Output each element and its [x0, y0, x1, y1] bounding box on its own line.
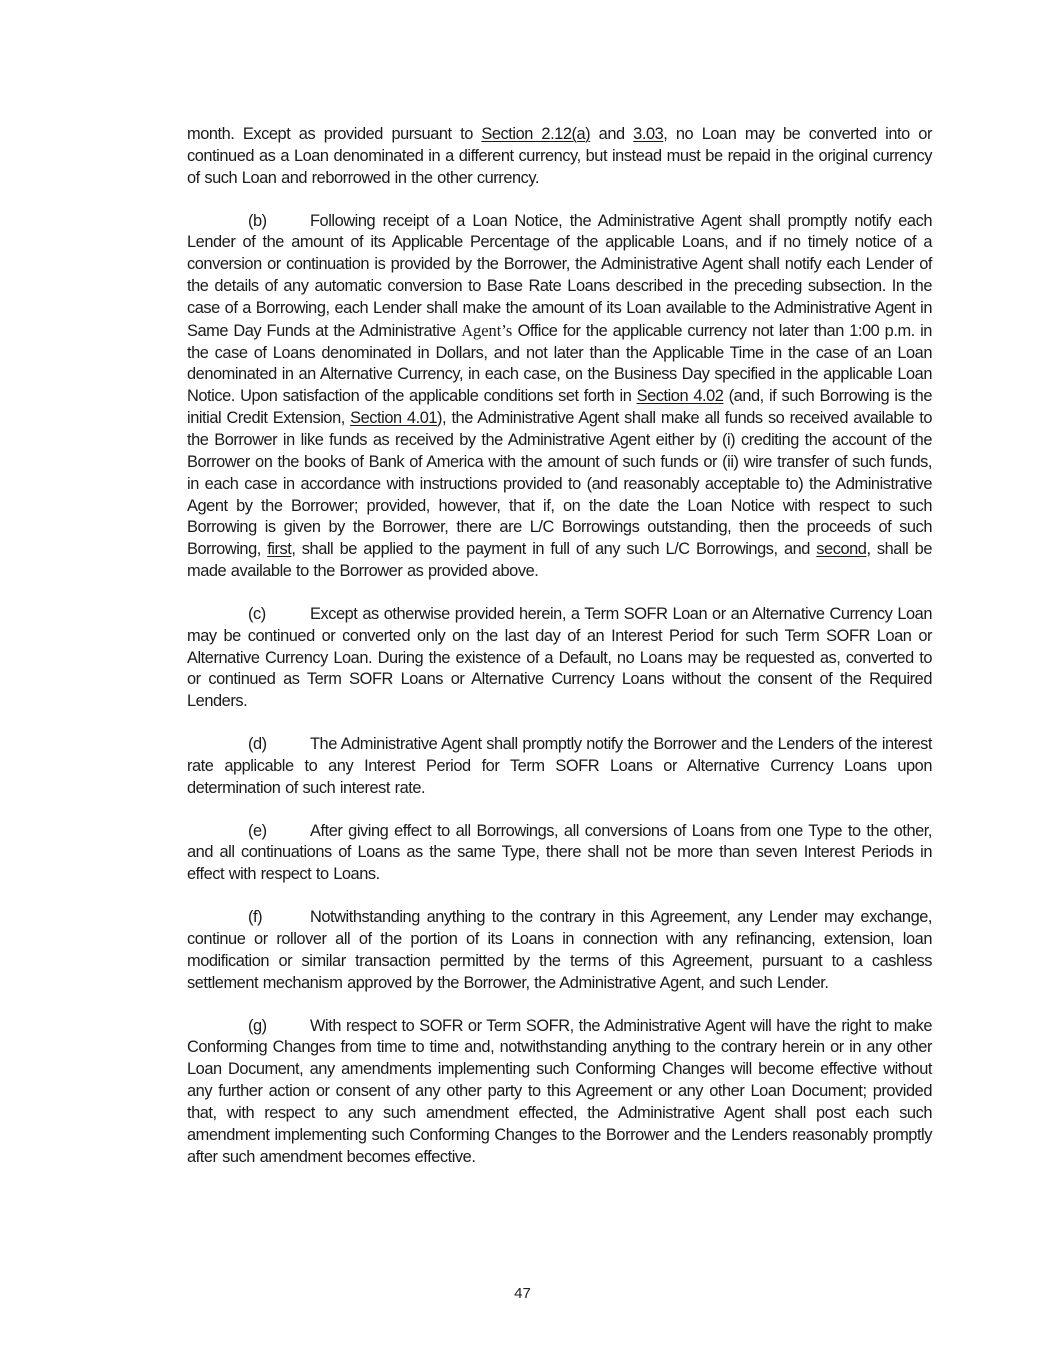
- text-segment: Office for the applicable currency not later than 1:00 p.m. in the case of Loans denominated in Dollars, and not later than the Applicable Time in the case of an Loan denominated in an Alternative Currency, in each case, on the Business Day specified in the applicable Loan Notice. Upon satisfaction of the applicable conditions set forth in: [187, 321, 932, 406]
- text-segment: , no Loan may be converted into or continued as a Loan denominated in a different currency, but instead must be repaid in the original currency of such Loan and reborrowed in the other currency.: [187, 125, 932, 187]
- paragraph-g: [187, 1016, 932, 1169]
- section-reference: Section 4.01: [350, 409, 438, 428]
- text-segment: , shall be made available to the Borrower as provided above.: [187, 540, 932, 581]
- paragraph-d: [187, 734, 932, 800]
- text-segment: Notwithstanding anything to the contrary in this Agreement, any Lender may exchange, continue or rollover all of the portion of its Loans in connection with any refinancing, extension, loan modification or similar transaction permitted by the terms of this Agreement, pursuant to a cashless settlement mechanism approved by the Borrower, the Administrative Agent, and such Lender.: [187, 908, 932, 992]
- paragraph-f: [187, 907, 932, 994]
- paragraph-label: (g): [248, 1016, 267, 1035]
- section-reference: first: [267, 540, 292, 559]
- text-segment: Agent’s: [461, 320, 513, 340]
- page-number: 47: [514, 1285, 531, 1302]
- text-segment: With respect to SOFR or Term SOFR, the Administrative Agent will have the right to make Conforming Changes from time to time and, notwithstanding anything to the contrary herein or in any other Loan Document, any amendments implementing such Conforming Changes will become effective without any further action or consent of any other party to this Agreement or any other Loan Document; provided that, with respect to any such amendment effected, the Administrative Agent shall post each such amendment implementing such Conforming Changes to the Borrower and the Lenders reasonably promptly after such amendment becomes effective.: [187, 1016, 932, 1166]
- section-reference: 3.03: [633, 125, 664, 143]
- paragraph-c: [187, 604, 932, 713]
- text-segment: ), the Administrative Agent shall make all funds so received available to the Borrower in like funds as received by the Administrative Agent either by (i) crediting the account of the Borrower on the books of Bank of America with the amount of such funds or (ii) wire transfer of such funds, in each case in accordance with instructions provided to (and reasonably acceptable to) the Administrative Agent by the Borrower; provided, however, that if, on the date the Loan Notice with respect to such Borrowing is given by the Borrower, there are L/C Borrowings outstanding, then the proceeds of such Borrowing,: [187, 409, 932, 559]
- paragraph-label: (c): [248, 604, 266, 623]
- text-segment: The Administrative Agent shall promptly notify the Borrower and the Lenders of the interest rate applicable to any Interest Period for Term SOFR Loans or Alternative Currency Loans upon determination of such interest rate.: [187, 735, 932, 797]
- section-reference: Section 2.12(a): [481, 125, 591, 143]
- section-reference: Section 4.02: [636, 387, 724, 406]
- text-segment: Except as otherwise provided herein, a Term SOFR Loan or an Alternative Currency Loan may be continued or converted only on the last day of an Interest Period for such Term SOFR Loan or Alternative Currency Loan. During the existence of a Default, no Loans may be requested as, converted to or continued as Term SOFR Loans or Alternative Currency Loans without the consent of the Required Lenders.: [187, 604, 932, 711]
- text-segment: (and, if such Borrowing is the initial Credit Extension,: [187, 387, 932, 428]
- paragraph-label: (b): [248, 211, 267, 230]
- document-body: [187, 124, 932, 1189]
- text-segment: and: [590, 125, 634, 143]
- paragraph-label: (e): [248, 821, 267, 840]
- paragraph-b: [187, 211, 932, 583]
- text-segment: After giving effect to all Borrowings, all conversions of Loans from one Type to the other, and all continuations of Loans as the same Type, there shall not be more than seven Interest Periods in effect with respect to Loans.: [187, 821, 932, 884]
- text-segment: , shall be applied to the payment in full of any such L/C Borrowings, and: [291, 540, 817, 559]
- paragraph-label: (d): [248, 735, 267, 754]
- text-segment: month. Except as provided pursuant to: [187, 125, 482, 143]
- paragraph-label: (f): [248, 908, 263, 927]
- text-segment: Following receipt of a Loan Notice, the Administrative Agent shall promptly notify each Lender of the amount of its Applicable Percentage of the applicable Loans, and if no timely notice of a conversion or continuation is provided by the Borrower, the Administrative Agent shall notify each Lender of the details of any automatic conversion to Base Rate Loans described in the preceding subsection. In the case of a Borrowing, each Lender shall make the amount of its Loan available to the Administrative Agent in Same Day Funds at the Administrative: [187, 211, 932, 340]
- paragraph-continuation: [187, 124, 932, 190]
- paragraph-e: [187, 821, 932, 887]
- section-reference: second: [816, 540, 867, 559]
